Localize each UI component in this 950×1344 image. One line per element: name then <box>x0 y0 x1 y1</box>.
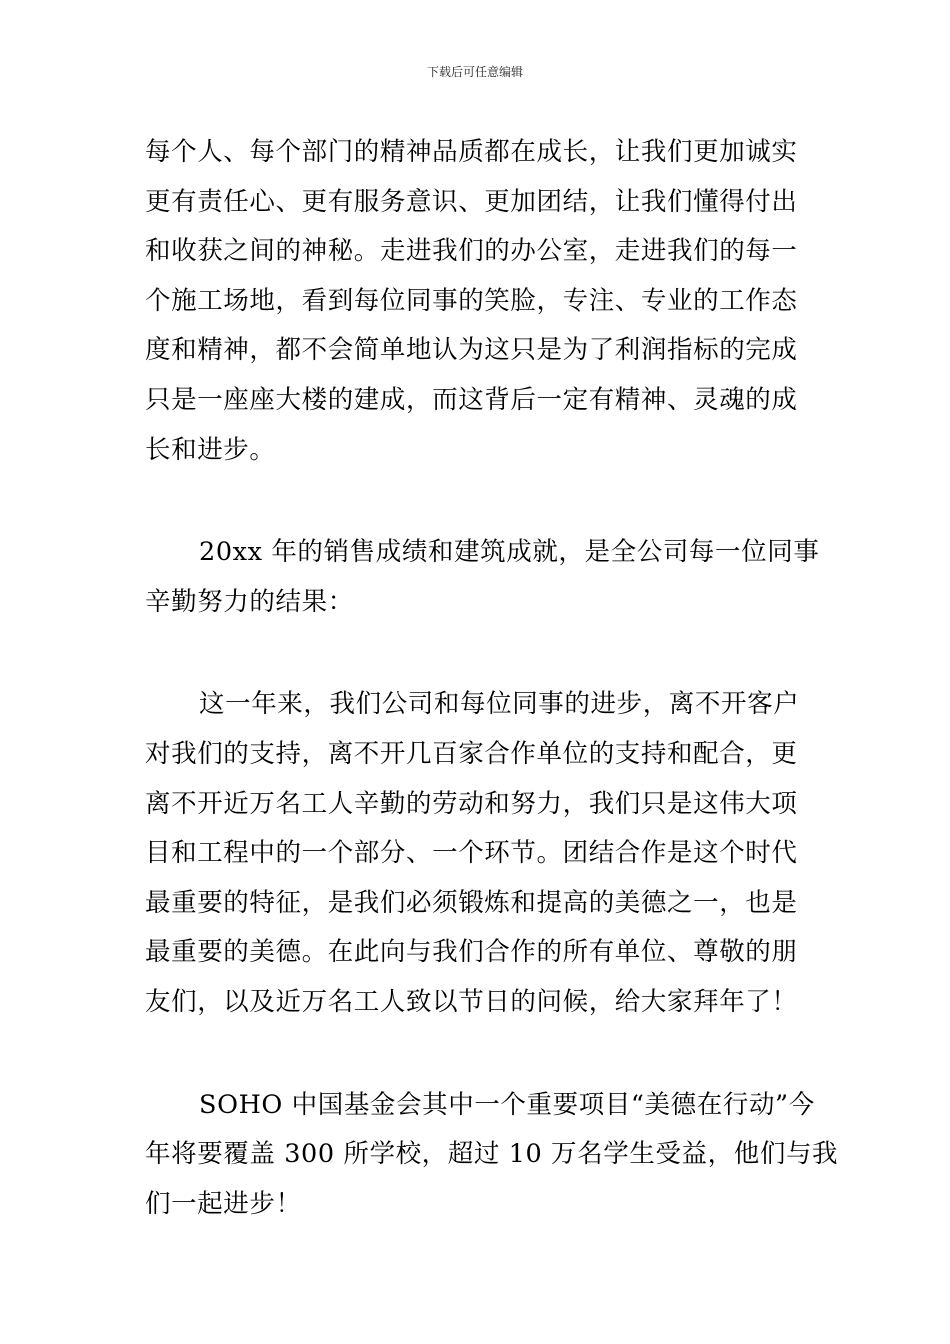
text-line: 长和进步。 <box>145 434 276 465</box>
text-line: 离不开近万名工人辛勤的劳动和努力，我们只是这伟大项 <box>145 788 798 819</box>
text-line: 最重要的美德。在此向与我们合作的所有单位、尊敬的朋 <box>145 937 798 968</box>
paragraph-3 <box>145 680 815 1027</box>
document-body <box>145 128 839 1229</box>
text-line: 个施工场地，看到每位同事的笑脸，专注、专业的工作态 <box>145 285 798 316</box>
paragraph-1 <box>145 128 815 475</box>
text-line: 目和工程中的一个部分、一个环节。团结合作是这个时代 <box>145 838 798 869</box>
text-line: SOHO 中国基金会其中一个重要项目“美德在行动”今 <box>199 1089 815 1120</box>
text-line: 对我们的支持，离不开几百家合作单位的支持和配合，更 <box>145 738 798 769</box>
page-header-note: 下载后可任意编辑 <box>426 65 523 79</box>
text-line: 只是一座座大楼的建成，而这背后一定有精神、灵魂的成 <box>145 384 798 415</box>
text-line: 最重要的特征，是我们必须锻炼和提高的美德之一，也是 <box>145 887 798 918</box>
text-line: 这一年来，我们公司和每位同事的进步，离不开客户 <box>199 689 800 720</box>
text-line: 和收获之间的神秘。走进我们的办公室，走进我们的每一 <box>145 236 798 267</box>
text-line: 辛勤努力的结果： <box>145 586 354 617</box>
text-line: 每个人、每个部门的精神品质都在成长，让我们更加诚实 <box>145 137 798 167</box>
paragraph-2 <box>145 528 820 627</box>
text-line: 们一起进步！ <box>145 1188 302 1219</box>
text-line: 友们，以及近万名工人致以节日的问候，给大家拜年了！ <box>145 986 798 1017</box>
text-line: 度和精神，都不会简单地认为这只是为了利润指标的完成 <box>145 335 798 366</box>
paragraph-4 <box>145 1081 839 1230</box>
text-line: 20xx 年的销售成绩和建筑成就，是全公司每一位同事 <box>199 537 820 568</box>
text-line: 更有责任心、更有服务意识、更加团结，让我们懂得付出 <box>145 186 798 217</box>
text-line: 年将要覆盖 300 所学校，超过 10 万名学生受益，他们与我 <box>145 1139 839 1170</box>
